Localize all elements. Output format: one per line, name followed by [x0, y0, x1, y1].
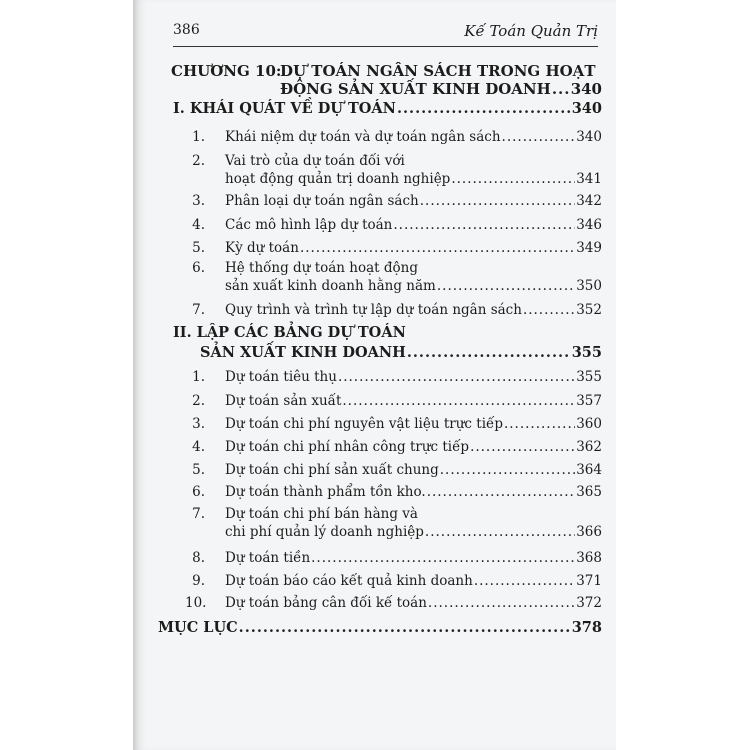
page-header [133, 20, 616, 46]
leader-dots [311, 550, 575, 566]
item-number: 6. [192, 260, 205, 276]
leader-dots [239, 619, 571, 636]
toc-entry-section-1[interactable] [173, 100, 602, 117]
entry-text: Khái niệm dự toán và dự toán ngân sách [225, 129, 501, 145]
entry-text: Dự toán bảng cân đối kế toán [225, 595, 427, 611]
page-ref: 372 [576, 595, 602, 611]
leader-dots [338, 369, 575, 385]
leader-dots [342, 393, 575, 409]
toc-entry[interactable] [225, 550, 602, 566]
entry-text: Các mô hình lập dự toán [225, 217, 393, 233]
toc-entry-index[interactable] [158, 619, 602, 636]
page-ref: 378 [571, 619, 602, 636]
item-number: 4. [192, 439, 205, 455]
leader-dots [420, 193, 575, 209]
entry-text: Dự toán chi phí sản xuất chung [225, 462, 439, 478]
leader-dots [407, 344, 571, 361]
section-title-line1: II. LẬP CÁC BẢNG DỰ TOÁN [173, 324, 406, 341]
item-number: 3. [192, 193, 205, 209]
page-ref: 352 [576, 302, 602, 318]
toc-entry[interactable] [225, 416, 602, 432]
toc-entry[interactable] [225, 129, 602, 145]
toc-entry[interactable] [225, 484, 602, 500]
page-ref: 340 [571, 100, 602, 117]
leader-dots [428, 595, 575, 611]
entry-text: Kỳ dự toán [225, 240, 299, 256]
item-number: 1. [192, 129, 205, 145]
leader-dots [425, 524, 575, 540]
toc-entry[interactable] [225, 369, 602, 385]
entry-text: Dự toán báo cáo kết quả kinh doanh [225, 573, 473, 589]
page-ref: 340 [570, 80, 602, 98]
book-page [133, 0, 616, 750]
page-ref: 366 [576, 524, 602, 540]
index-title: MỤC LỤC [158, 619, 238, 636]
entry-text: Dự toán chi phí nhân công trực tiếp [225, 439, 470, 455]
page-ref: 357 [576, 393, 602, 409]
toc-entry[interactable] [225, 171, 602, 187]
entry-text: sản xuất kinh doanh hằng năm [225, 278, 436, 294]
page-ref: 355 [576, 369, 602, 385]
toc-entry-chapter[interactable] [280, 80, 602, 98]
item-number: 10. [185, 595, 207, 611]
entry-text: Dự toán chi phí nguyên vật liệu trực tiếp [225, 416, 503, 432]
item-number: 7. [192, 302, 205, 318]
leader-dots [451, 171, 575, 187]
leader-dots [437, 278, 575, 294]
entry-text: Phân loại dự toán ngân sách [225, 193, 419, 209]
toc-entry[interactable] [225, 524, 602, 540]
item-number: 1. [192, 369, 205, 385]
running-title: Kế Toán Quản Trị [464, 22, 598, 40]
item-number: 2. [192, 153, 205, 169]
item-number: 5. [192, 240, 205, 256]
toc-entry[interactable] [225, 193, 602, 209]
entry-text-line1: Vai trò của dự toán đối với [225, 153, 405, 169]
chapter-label: CHƯƠNG 10: [171, 62, 282, 80]
toc-entry[interactable] [225, 217, 602, 233]
page-ref: 346 [576, 217, 602, 233]
page-ref: 362 [576, 439, 602, 455]
page-ref: 355 [571, 344, 602, 361]
entry-text: Dự toán thành phẩm tồn kho. [225, 484, 426, 500]
toc-entry[interactable] [225, 393, 602, 409]
leader-dots [502, 129, 576, 145]
toc-entry[interactable] [225, 595, 602, 611]
page-ref: 360 [576, 416, 602, 432]
item-number: 3. [192, 416, 205, 432]
toc-entry[interactable] [225, 573, 602, 589]
item-number: 5. [192, 462, 205, 478]
page-ref: 350 [576, 278, 602, 294]
leader-dots [427, 484, 576, 500]
entry-text: Dự toán tiền [225, 550, 311, 566]
toc-entry-section-2[interactable] [200, 344, 602, 361]
toc-entry[interactable] [225, 462, 602, 478]
leader-dots [523, 302, 575, 318]
leader-dots [393, 217, 575, 233]
toc-entry[interactable] [225, 302, 602, 318]
item-number: 6. [192, 484, 205, 500]
item-number: 9. [192, 573, 205, 589]
leader-dots [474, 573, 575, 589]
page-ref: 365 [576, 484, 602, 500]
leader-dots [504, 416, 575, 432]
entry-text: hoạt động quản trị doanh nghiệp [225, 171, 451, 187]
page-ref: 349 [576, 240, 602, 256]
page-number: 386 [173, 22, 200, 38]
item-number: 2. [192, 393, 205, 409]
page-ref: 364 [576, 462, 602, 478]
toc-entry[interactable] [225, 240, 602, 256]
leader-dots [300, 240, 575, 256]
item-number: 8. [192, 550, 205, 566]
section-title-line2: SẢN XUẤT KINH DOANH [200, 344, 406, 361]
page-ref: 341 [576, 171, 602, 187]
chapter-title-line2: ĐỘNG SẢN XUẤT KINH DOANH [280, 80, 551, 98]
entry-text-line1: Dự toán chi phí bán hàng và [225, 506, 418, 522]
entry-text: chi phí quản lý doanh nghiệp [225, 524, 424, 540]
section-title: I. KHÁI QUÁT VỀ DỰ TOÁN [173, 100, 396, 117]
page-ref: 368 [576, 550, 602, 566]
leader-dots [552, 80, 570, 98]
leader-dots [470, 439, 575, 455]
chapter-title-line1: DỰ TOÁN NGÂN SÁCH TRONG HOẠT [280, 62, 596, 80]
entry-text: Quy trình và trình tự lập dự toán ngân sách [225, 302, 522, 318]
leader-dots [397, 100, 571, 117]
page-ref: 340 [576, 129, 602, 145]
item-number: 7. [192, 506, 205, 522]
page-ref: 371 [576, 573, 602, 589]
entry-text-line1: Hệ thống dự toán hoạt động [225, 260, 418, 276]
toc-entry[interactable] [225, 439, 602, 455]
header-rule [173, 46, 598, 47]
page-ref: 342 [576, 193, 602, 209]
leader-dots [440, 462, 575, 478]
toc-entry[interactable] [225, 278, 602, 294]
item-number: 4. [192, 217, 205, 233]
entry-text: Dự toán sản xuất [225, 393, 342, 409]
entry-text: Dự toán tiêu thụ [225, 369, 337, 385]
